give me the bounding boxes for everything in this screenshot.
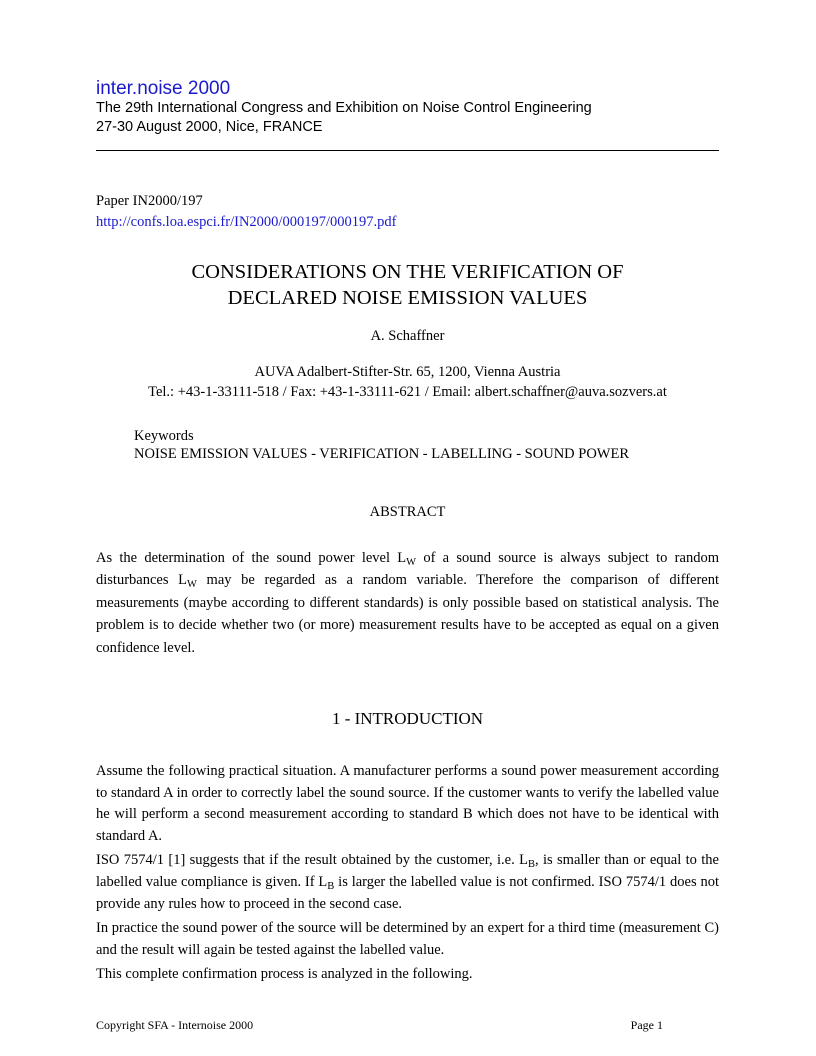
author-name: A. Schaffner xyxy=(370,328,445,344)
header-divider xyxy=(96,150,719,151)
intro-p2-text-c: is larger the labelled value is not confirmed. ISO 7574/1 does not provide any rules how to proceed in the second case. xyxy=(96,873,719,912)
paper-title-line-2: DECLARED NOISE EMISSION VALUES xyxy=(227,287,588,309)
subscript-b: B xyxy=(527,859,535,871)
conference-title: inter.noise 2000 xyxy=(96,78,231,99)
paper-title xyxy=(96,259,719,311)
abstract-text-a: As the determination of the sound power level L xyxy=(96,550,407,566)
introduction-heading: 1 - INTRODUCTION xyxy=(331,709,484,728)
intro-paragraph-4: This complete confirmation process is analyzed in the following. xyxy=(96,966,473,983)
author-contact: Tel.: +43-1-33111-518 / Fax: +43-1-33111-621 / Email: albert.schaffner@auva.sozvers.at xyxy=(148,384,667,400)
paper-title-line-1: CONSIDERATIONS ON THE VERIFICATION OF xyxy=(191,261,624,283)
paper-page xyxy=(96,0,719,1056)
abstract-heading: ABSTRACT xyxy=(369,504,446,520)
intro-paragraph-2 xyxy=(96,850,719,915)
intro-p2-text-b: , is smaller than or equal to the labelled value compliance is given. If L xyxy=(96,852,719,890)
abstract-paragraph xyxy=(96,547,719,659)
paper-url-link[interactable]: http://confs.loa.espci.fr/IN2000/000197/000197.pdf xyxy=(96,214,397,230)
author-affiliation: AUVA Adalbert-Stifter-Str. 65, 1200, Vienna Austria xyxy=(254,364,561,380)
conference-dates: 27-30 August 2000, Nice, FRANCE xyxy=(96,119,323,135)
intro-paragraph-3: In practice the sound power of the source will be determined by an expert for a third time (measurement C) and the result will again be tested against the labelled value. xyxy=(96,920,719,958)
footer-page-number: Page 1 xyxy=(630,1018,663,1032)
intro-paragraph-1: Assume the following practical situation. A manufacturer performs a sound power measurement according to standard A in order to correctly label the sound source. If the customer wants to verify the labelled value he will perform a second measurement according to standard B which does not have to be identical with standard A. xyxy=(96,763,719,844)
intro-p2-text-a: ISO 7574/1 [1] suggests that if the result obtained by the customer, i.e. L xyxy=(96,852,528,869)
abstract-body xyxy=(96,547,719,659)
subscript-b: B xyxy=(327,880,335,892)
abstract-text-c: may be regarded as a random variable. Therefore the comparison of different measurements (maybe according to different standards) is only possible based on statistical analysis. The problem is to decide whether two (or more) measurement results have to be accepted as equal on a given confidence level. xyxy=(96,572,719,656)
footer-copyright: Copyright SFA - Internoise 2000 xyxy=(96,1018,254,1032)
keywords-label: Keywords xyxy=(134,428,194,444)
subscript-w: W xyxy=(186,579,197,591)
subscript-w: W xyxy=(406,557,417,568)
keywords-text: NOISE EMISSION VALUES - VERIFICATION - LABELLING - SOUND POWER xyxy=(134,446,630,462)
conference-subtitle: The 29th International Congress and Exhibition on Noise Control Engineering xyxy=(96,100,592,116)
introduction-body xyxy=(96,761,719,989)
paper-id: Paper IN2000/197 xyxy=(96,193,203,209)
abstract-text-b: of a sound source is always subject to random disturbances L xyxy=(96,550,719,589)
